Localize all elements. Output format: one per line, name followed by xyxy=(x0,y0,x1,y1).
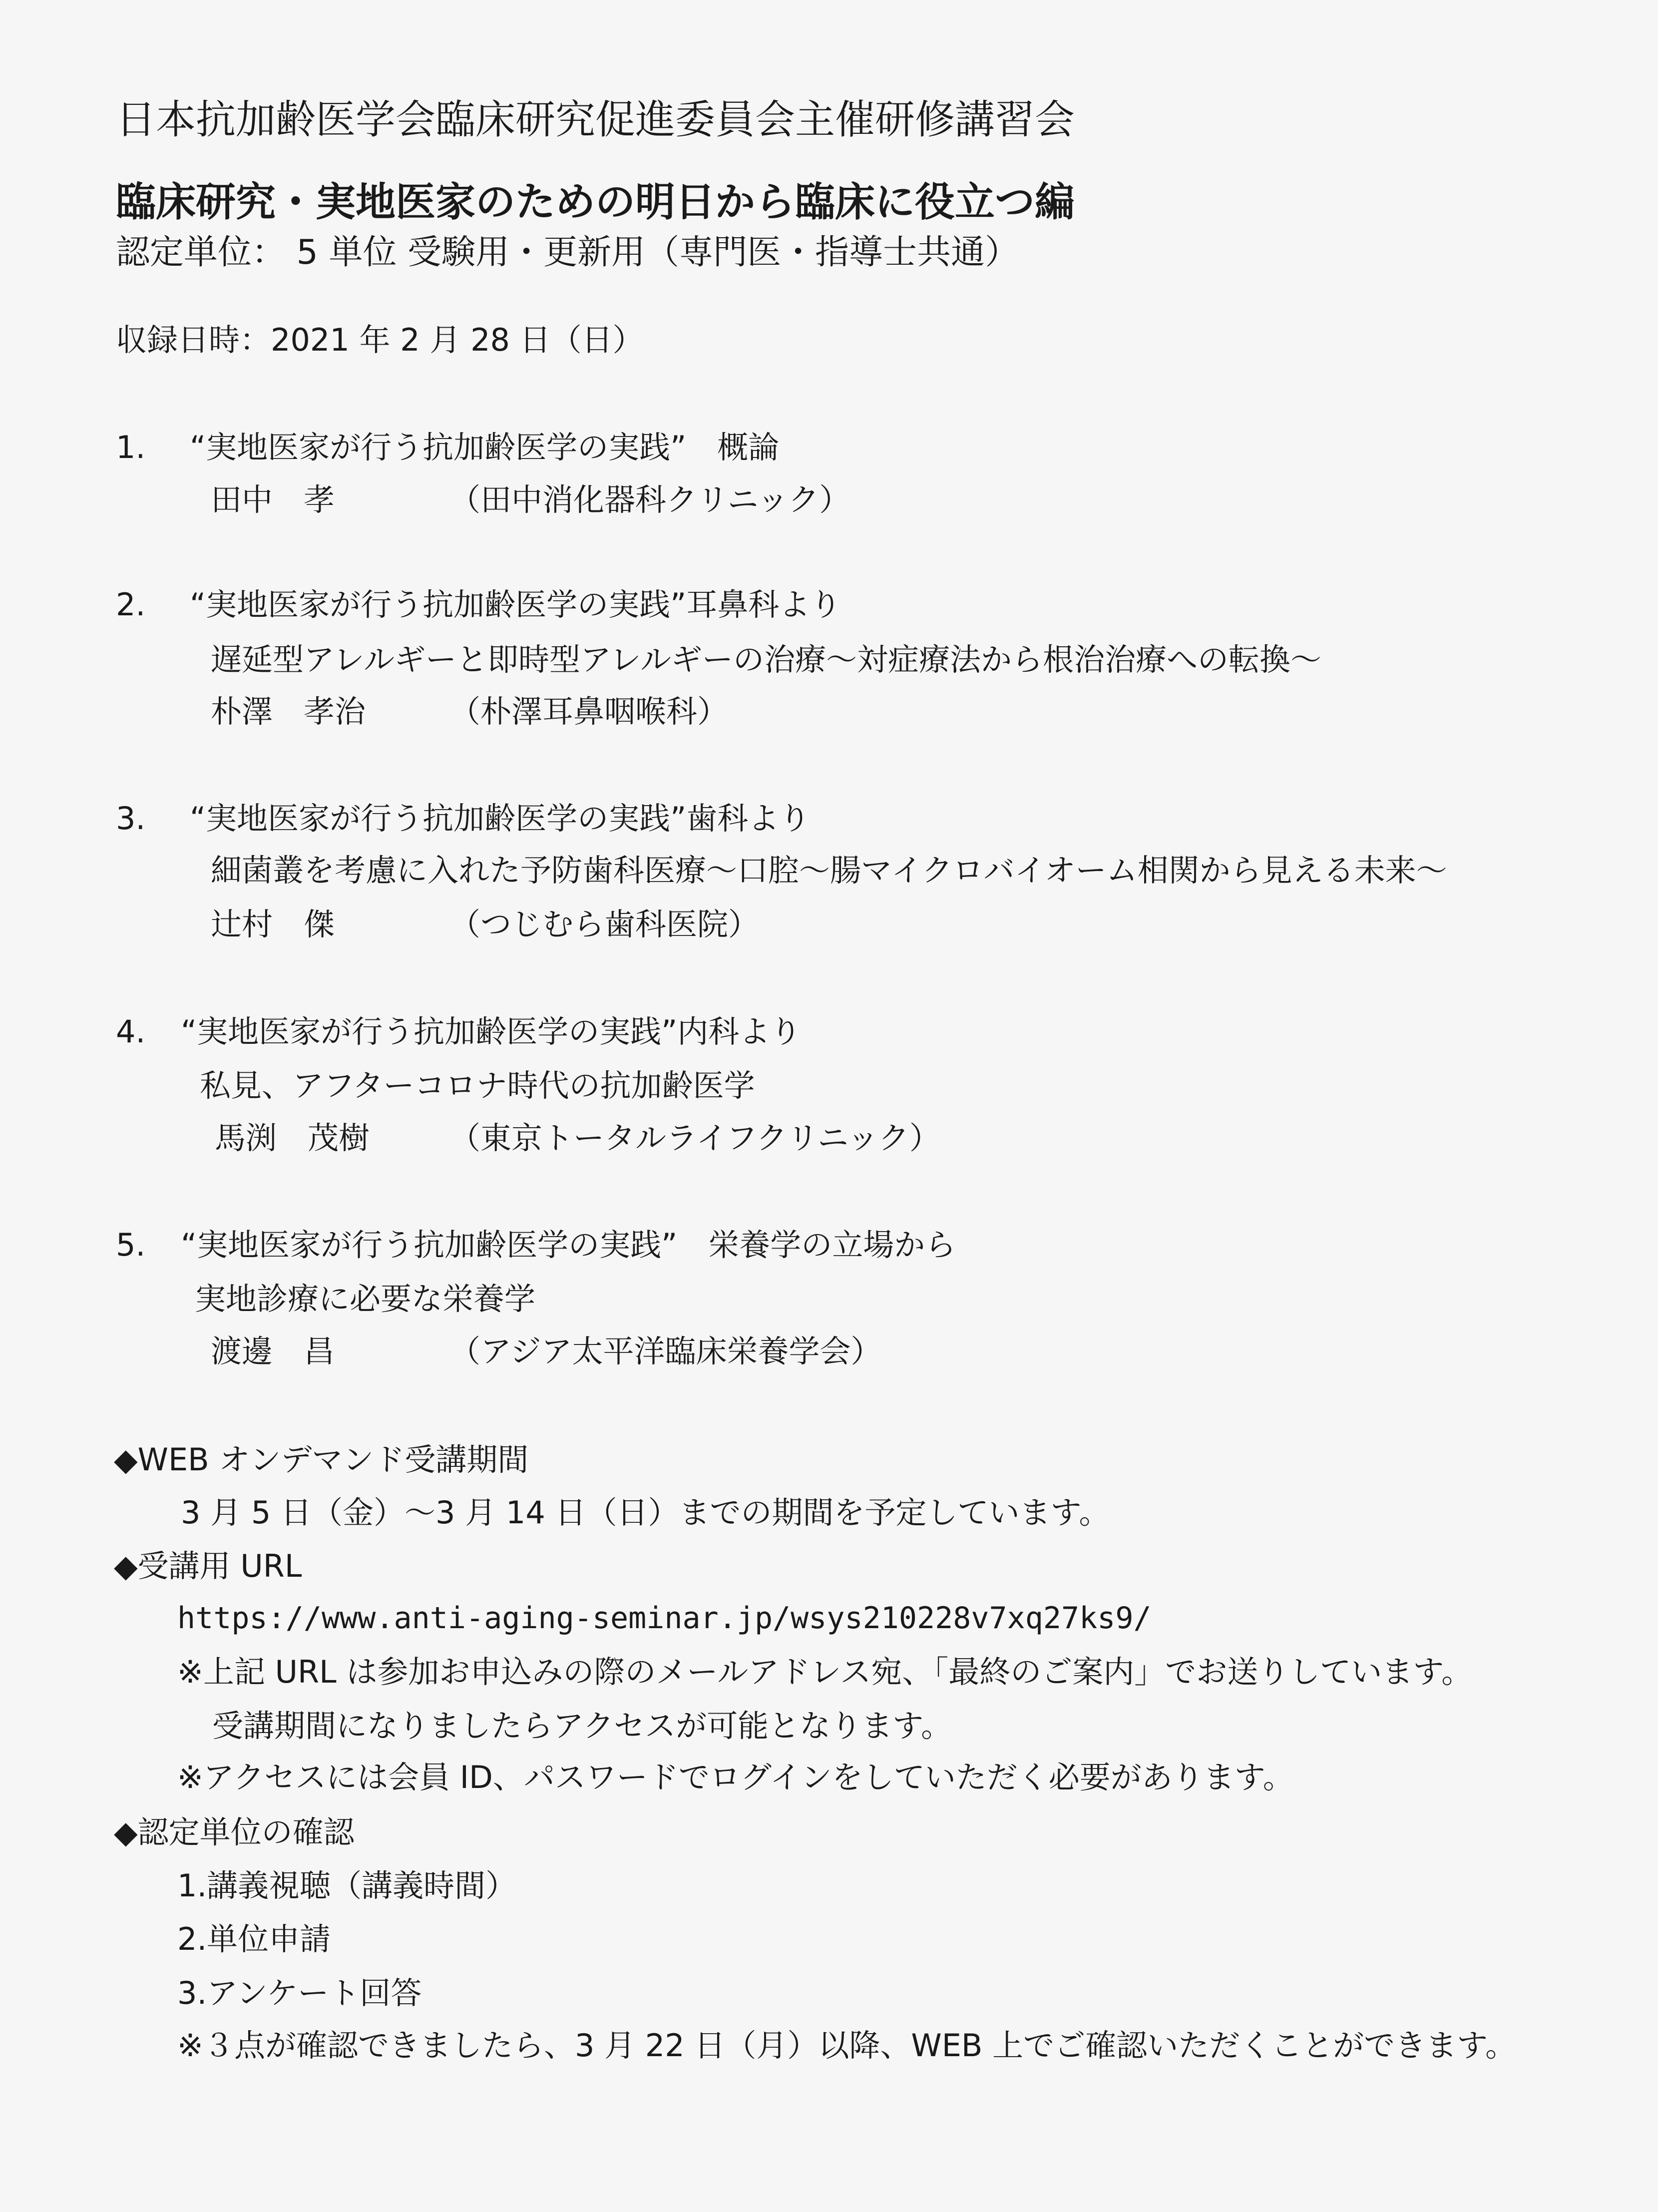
lecture-number: 1. xyxy=(116,429,146,465)
lecture-affiliation: （東京トータルライフクリニック） xyxy=(449,1120,940,1156)
lecture-subtitle: 実地診療に必要な栄養学 xyxy=(195,1281,536,1317)
lecture-speaker: 辻村 傑 xyxy=(211,906,335,942)
lecture-affiliation: （つじむら歯科医院） xyxy=(449,906,760,942)
lecture-affiliation: （朴澤耳鼻咽喉科） xyxy=(449,693,729,730)
course-url-link[interactable]: https://www.anti-aging-seminar.jp/wsys210228v7xq27ks9/ xyxy=(177,1601,1152,1636)
lecture-title: “実地医家が行う抗加齢医学の実践” 栄養学の立場から xyxy=(181,1227,956,1263)
lecture-number: 4. xyxy=(116,1013,146,1050)
lecture-title: “実地医家が行う抗加齢医学の実践”耳鼻科より xyxy=(190,586,841,623)
login-note: ※アクセスには会員 ID、パスワードでログインをしていただく必要があります。 xyxy=(177,1759,1294,1795)
lecture-speaker: 馬渕 茂樹 xyxy=(215,1120,370,1156)
lecture-subtitle: 遅延型アレルギーと即時型アレルギーの治療～対症療法から根治治療への転換～ xyxy=(211,641,1321,678)
doc-title: 日本抗加齢医学会臨床研究促進委員会主催研修講習会 xyxy=(116,96,1075,143)
lecture-title: “実地医家が行う抗加齢医学の実践”歯科より xyxy=(190,800,811,837)
lecture-subtitle: 細菌叢を考慮に入れた予防歯科医療～口腔～腸マイクロバイオーム相関から見える未来～ xyxy=(211,852,1447,888)
lecture-number: 5. xyxy=(116,1227,146,1263)
credits-check-heading: ◆認定単位の確認 xyxy=(114,1814,355,1850)
lecture-title: “実地医家が行う抗加齢医学の実践” 概論 xyxy=(190,429,780,465)
credits-step: 1.講義視聴（講義時間） xyxy=(177,1867,517,1904)
recording-date: 収録日時：2021 年 2 月 28 日（日） xyxy=(116,322,644,358)
credits-step: 3.アンケート回答 xyxy=(177,1975,422,2011)
url-note: ※上記 URL は参加お申込みの際のメールアドレス宛、「最終のご案内」でお送りしています。 xyxy=(177,1654,1473,1690)
lecture-number: 2. xyxy=(116,586,146,623)
credits-note: ※３点が確認できましたら、3 月 22 日（月）以降、WEB 上でご確認いただくことができます。 xyxy=(177,2027,1517,2064)
web-period-heading: ◆WEB オンデマンド受講期間 xyxy=(114,1441,529,1478)
url-heading: ◆受講用 URL xyxy=(114,1548,302,1584)
credit-info: 認定単位： 5 単位 受験用・更新用（専門医・指導士共通） xyxy=(116,233,1019,272)
web-period-text: 3 月 5 日（金）～3 月 14 日（日）までの期間を予定しています。 xyxy=(181,1494,1110,1531)
lecture-speaker: 朴澤 孝治 xyxy=(211,693,366,730)
url-note-continued: 受講期間になりましたらアクセスが可能となります。 xyxy=(212,1708,952,1744)
lecture-speaker: 田中 孝 xyxy=(211,481,335,518)
credits-step: 2.単位申請 xyxy=(177,1921,331,1957)
lecture-title: “実地医家が行う抗加齢医学の実践”内科より xyxy=(181,1013,802,1050)
doc-subtitle: 臨床研究・実地医家のための明日から臨床に役立つ編 xyxy=(116,179,1075,225)
lecture-subtitle: 私見、アフターコロナ時代の抗加齢医学 xyxy=(200,1067,755,1104)
lecture-number: 3. xyxy=(116,800,146,837)
lecture-affiliation: （田中消化器科クリニック） xyxy=(449,481,850,518)
lecture-speaker: 渡邊 昌 xyxy=(211,1333,335,1369)
lecture-affiliation: （アジア太平洋臨床栄養学会） xyxy=(449,1333,882,1369)
